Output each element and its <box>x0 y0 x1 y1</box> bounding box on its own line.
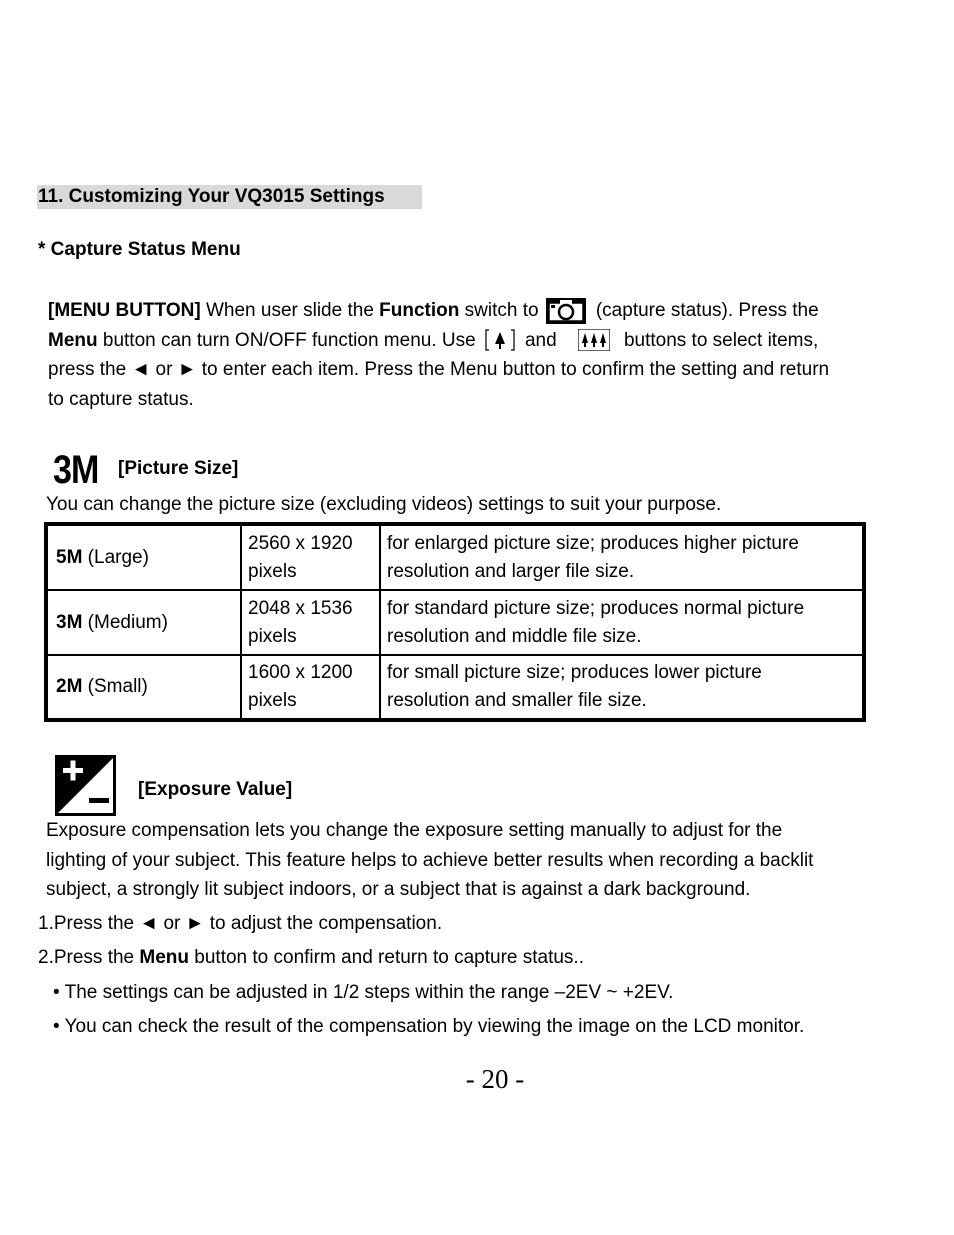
table-row <box>46 590 864 655</box>
size-bold: 3M <box>56 611 83 633</box>
resolution-unit: pixels <box>248 690 297 711</box>
menu-button-label: [MENU BUTTON] <box>48 300 201 321</box>
table-row <box>46 524 864 590</box>
capture-menu-line-2 <box>48 326 829 356</box>
exposure-line-2: lighting of your subject. This feature helps to achieve better results when recording a backlit <box>46 849 814 871</box>
table-row <box>46 655 864 720</box>
capture-menu-line-4: to capture status. <box>48 388 194 410</box>
description-cell <box>380 655 864 720</box>
menu-label: Menu <box>48 329 98 351</box>
exposure-line-3: subject, a strongly lit subject indoors, or a subject that is against a dark background. <box>46 879 751 900</box>
text-span: button to confirm and return to capture status.. <box>189 947 584 968</box>
resolution-unit: pixels <box>248 625 297 647</box>
picture-size-table <box>44 522 866 722</box>
text-span: 2.Press the <box>38 947 140 968</box>
exposure-step-2 <box>38 947 584 969</box>
resolution-value: 2048 x 1536 <box>248 597 353 619</box>
capture-menu-line-3: press the ◄ or ► to enter each item. Press the Menu button to confirm the setting and return <box>48 359 830 380</box>
description-line: resolution and smaller file size. <box>387 690 647 711</box>
description-line: for standard picture size; produces normal picture <box>387 597 805 619</box>
size-cell <box>46 655 241 720</box>
exposure-step-1: 1.Press the ◄ or ► to adjust the compensation. <box>38 913 443 934</box>
picture-size-heading: [Picture Size] <box>118 458 239 479</box>
description-cell <box>380 524 864 590</box>
exposure-bullet-1: • The settings can be adjusted in 1/2 steps within the range –2EV ~ +2EV. <box>53 982 674 1003</box>
picture-size-icon: 3M <box>53 448 99 492</box>
text-span: button can turn ON/OFF function menu. Use <box>97 329 481 351</box>
menu-label: Menu <box>139 947 189 968</box>
size-cell <box>46 524 241 590</box>
capture-menu-title: * Capture Status Menu <box>38 239 241 260</box>
resolution-cell <box>241 590 380 655</box>
section-title: 11. Customizing Your VQ3015 Settings <box>37 185 422 209</box>
text-span: switch to <box>459 300 544 321</box>
description-line: resolution and middle file size. <box>387 625 642 647</box>
resolution-value: 2560 x 1920 <box>248 532 353 554</box>
resolution-unit: pixels <box>248 560 297 582</box>
camera-icon <box>546 298 586 324</box>
page-number: - 20 - <box>465 1064 525 1094</box>
capture-menu-paragraph <box>48 296 829 414</box>
text-span: buttons to select items, <box>623 329 819 351</box>
text-span: and <box>524 329 557 351</box>
exposure-bullet-2: • You can check the result of the compensation by viewing the image on the LCD monitor. <box>53 1016 805 1037</box>
size-bold: 5M <box>56 546 83 568</box>
description-line: for small picture size; produces lower picture <box>387 662 762 683</box>
description-line: resolution and larger file size. <box>387 560 635 582</box>
size-rest: (Medium) <box>82 611 168 633</box>
exposure-value-icon <box>55 755 116 816</box>
capture-menu-line-1 <box>48 296 829 326</box>
text-span: (capture status). Press the <box>595 300 819 321</box>
description-line: for enlarged picture size; produces higher picture <box>387 532 799 554</box>
tele-tree-icon <box>485 328 515 352</box>
exposure-heading: [Exposure Value] <box>138 779 293 800</box>
wide-trees-icon <box>578 329 610 351</box>
exposure-line-1: Exposure compensation lets you change the exposure setting manually to adjust for the <box>46 820 783 841</box>
text-span: When user slide the <box>200 300 380 321</box>
function-label: Function <box>379 300 460 321</box>
size-bold: 2M <box>56 676 83 697</box>
size-cell <box>46 590 241 655</box>
picture-size-intro: You can change the picture size (excluding videos) settings to suit your purpose. <box>46 494 722 515</box>
resolution-cell <box>241 524 380 590</box>
size-rest: (Large) <box>82 546 149 568</box>
description-cell <box>380 590 864 655</box>
resolution-value: 1600 x 1200 <box>248 662 353 683</box>
size-rest: (Small) <box>82 676 148 697</box>
exposure-paragraph <box>46 816 813 905</box>
resolution-cell <box>241 655 380 720</box>
